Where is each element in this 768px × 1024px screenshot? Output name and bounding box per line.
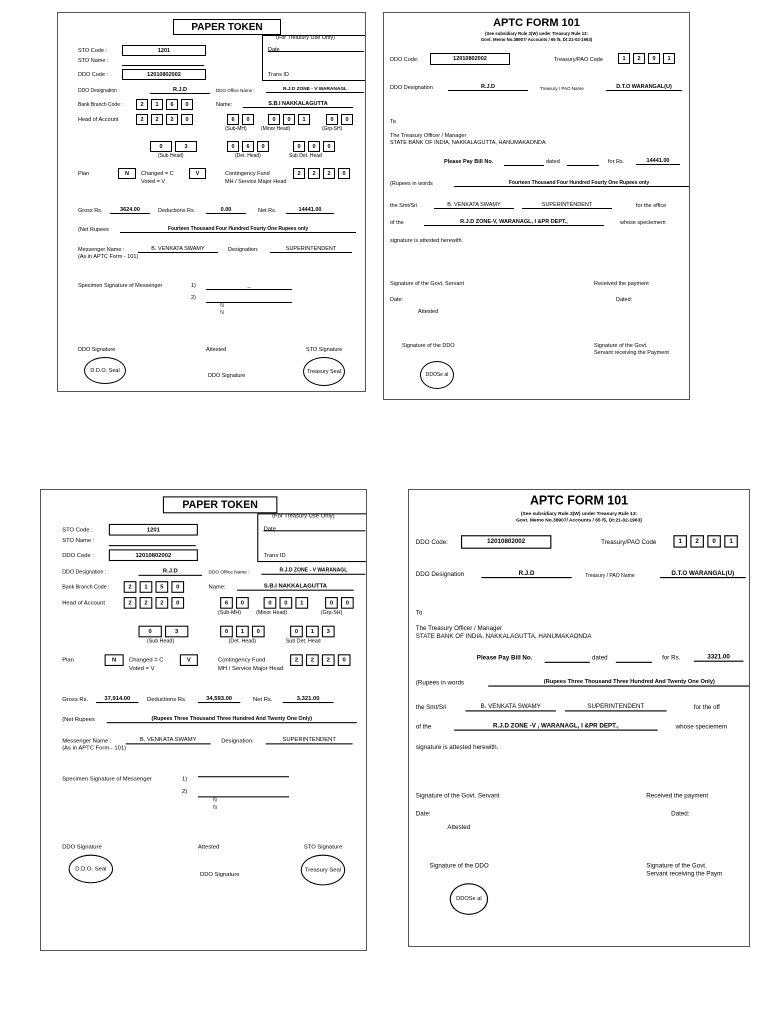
attested-label: Attested: [447, 824, 471, 832]
trans-id-label: Trans ID: [263, 552, 286, 559]
aptc-ref: (As in APTC Form - 101): [62, 745, 127, 752]
subhead-digits: [150, 141, 197, 152]
pao-code-label: Treasury/PAO Code: [601, 539, 657, 547]
submh-label: (Sub-MH): [225, 126, 247, 132]
date-label: Date:: [390, 297, 404, 303]
digit-box: 2: [140, 597, 153, 609]
sig1-number: 1): [181, 776, 188, 783]
submh-label: (Sub-MH): [218, 609, 241, 617]
dethead-digits: [227, 141, 269, 152]
dated-label: dated: [546, 159, 560, 165]
designation-value: SUPERINTENDENT: [266, 737, 353, 744]
ddo-signature-bottom: DDO Signature: [199, 871, 240, 878]
digit-box: 0: [293, 141, 305, 152]
grpsh-digits: [325, 597, 354, 609]
ddo-code-value: 12010802002: [430, 53, 510, 65]
ddo-signature-label: DDO Signature: [62, 844, 102, 851]
smt-value: B. VENKATA SWAMY: [466, 704, 556, 712]
ddo-designation-label: DDO Designation :: [62, 569, 107, 576]
sig-mark-1: \\\: [212, 797, 218, 804]
digit-box: 2: [308, 168, 320, 179]
bank-branch-digits: [136, 99, 193, 110]
ddo-designation-label: DDO Designation :: [78, 88, 120, 94]
ddo-code-label: DDO Code :: [62, 552, 94, 559]
messenger-value: B. VENKATA SWAMY: [138, 246, 218, 253]
digit-box: 2: [690, 535, 704, 547]
bank-name-label: Name:: [216, 102, 233, 108]
digit-box: 0: [268, 114, 280, 125]
ddo-office-label: DDO Office Name :: [216, 88, 255, 93]
plan-value: N: [118, 168, 136, 179]
digit-box: 0: [227, 141, 239, 152]
voted-label: Voted = V: [141, 179, 166, 185]
date-label: Date: [268, 47, 280, 53]
sig2-number: 2): [191, 295, 196, 301]
aptc-title: APTC FORM 101: [529, 494, 629, 509]
ddo-seal: DDOSe al: [450, 883, 488, 915]
digit-box: 0: [326, 114, 338, 125]
trans-id-label: Trans ID: [268, 72, 289, 78]
aptc-form-101: [383, 12, 690, 400]
sig-recv-line2: Servant receiving the Payment: [594, 350, 669, 356]
for-rs-label: for Rs.: [608, 159, 625, 165]
digit-box: 1: [724, 535, 738, 547]
deductions-label: Deductions Rs.: [147, 696, 187, 704]
specimen-tail: whose speciemem: [675, 723, 728, 731]
subdet-label: Sub Det. Head: [285, 638, 321, 645]
gross-value: 37,914.00: [96, 696, 138, 703]
gross-label: Gross Rs.: [78, 208, 103, 214]
sto-code-label: STO Code :: [62, 527, 93, 534]
ddo-designation-value: R.J.D: [139, 568, 203, 575]
net-label: Net Rs.: [258, 208, 277, 214]
bank-branch-label: Bank Branch Code :: [62, 584, 110, 591]
net-value: 3,321.00: [283, 696, 334, 703]
ddo-designation-value: R.J.D: [448, 84, 528, 91]
ddo-signature-bottom: DDO Signature: [208, 373, 246, 379]
aptc-title: APTC FORM 101: [493, 17, 580, 29]
contingency-label: Contingency Fund: [218, 657, 266, 664]
sto-signature-label: STO Signature: [303, 844, 343, 851]
sig-recv-line2: Servant receiving the Paym: [646, 870, 723, 878]
digit-box: 0: [252, 626, 265, 638]
digit-box: 1: [295, 597, 308, 609]
office-tail: for the office: [636, 203, 667, 209]
sto-code-label: STO Code :: [78, 48, 107, 54]
sig-recv-line1: Signature of the Govt.: [594, 343, 648, 349]
pao-name-value: D.T.O WARANGAL(U): [660, 570, 746, 578]
treasury-use-label: (For Treasury Use Only): [276, 35, 335, 41]
ddo-seal: DDOSe al: [420, 361, 454, 389]
pao-code-digits: [673, 535, 737, 547]
of-the-label: of the: [390, 220, 404, 226]
ddo-code-value: 12010802002: [109, 549, 198, 561]
dethead-label: (Det. Head): [228, 638, 257, 645]
digit-box: 0: [341, 114, 353, 125]
sto-name-label: STO Name :: [62, 537, 95, 545]
pao-name-value: D.T.O WARANGAL(U): [606, 84, 682, 91]
minor-digits: [264, 597, 309, 609]
contingency-label: Contingency Fund: [225, 171, 270, 177]
smt-designation: SUPERINTENDENT: [522, 202, 612, 209]
sig-ddo: Signature of the DDO: [429, 862, 489, 870]
pao-name-label: Treasury / PAO Name: [540, 86, 584, 91]
of-the-label: of the: [415, 723, 432, 731]
sto-name-label: STO Name :: [78, 58, 109, 64]
digit-box: 0: [242, 114, 254, 125]
gross-value: 3624.00: [110, 207, 150, 214]
paper-token-form: [40, 489, 367, 951]
designation-label: Designation:: [221, 738, 254, 745]
grpsh-digits: [326, 114, 353, 125]
subdet-digits: [293, 141, 335, 152]
digit-box: 1: [236, 626, 249, 638]
grpsh-label: (Grp-SH): [322, 126, 343, 132]
sig-ddo: Signature of the DDO: [402, 343, 455, 349]
ddo-designation-label: DDO Designation: [390, 85, 433, 91]
amount-value: 3321.00: [694, 654, 744, 662]
grpsh-label: (Grp-SH): [320, 609, 343, 617]
plan-label: Plan: [78, 171, 90, 177]
token-title: PAPER TOKEN: [173, 19, 281, 35]
smt-label: the Smt/Sri: [390, 203, 418, 209]
sig2-number: 2): [181, 788, 188, 796]
net-rupees-value: (Rupees Three Thousand Three Hundred And Twenty One Only): [107, 716, 357, 723]
deductions-value: 34,593.00: [198, 696, 240, 703]
digit-box: 0: [264, 597, 277, 609]
specimen-label: Specimen Signature of Messenger: [78, 283, 163, 289]
aptc-subtitle-1: (See subsidiary Rule 2(W) under Treasury Rule 13:: [485, 31, 588, 36]
minor-label: (Minor Head): [256, 609, 288, 617]
to-label: To: [390, 119, 396, 125]
digit-box: 6: [242, 141, 254, 152]
digit-box: 0: [181, 99, 193, 110]
mh-label: MH / Service Major Head: [225, 179, 287, 185]
net-rupees-label: (Net Rupees: [78, 227, 109, 233]
ddo-designation-value: R.J.D: [481, 570, 571, 578]
digit-box: 0: [257, 141, 269, 152]
contingency-digits: [293, 168, 350, 179]
office-tail: for the off: [693, 704, 720, 712]
digit-box: 6: [166, 99, 178, 110]
attested-label: Attested: [197, 844, 220, 851]
digit-box: 5: [155, 581, 168, 593]
net-rupees-value: Fourteen Thousand Four Hundred Fourty One Rupees only: [120, 226, 356, 233]
received-payment: Received the payment: [594, 281, 649, 287]
digit-box: 1: [663, 53, 675, 64]
officer-label: The Treasury Officer / Manager: [390, 133, 467, 139]
pao-code-label: Treasury/PAO Code: [554, 57, 603, 63]
voted-label: Voted = V: [128, 665, 155, 673]
digit-box: 0: [648, 53, 660, 64]
office-value: R.J.D ZONE -V , WARANAGL, I &PR DEPT.,: [454, 723, 657, 731]
ddo-office-value: R.J.D ZONE - V WARANAGL: [261, 568, 365, 574]
bank-name-value: S.B.I NAKKALAGUTTA: [243, 101, 353, 108]
ddo-seal: D.D.O. Seal: [84, 357, 126, 384]
ddo-code-label: DDO Code:: [390, 57, 419, 63]
head-of-account-label: Head of Account: [62, 600, 105, 607]
digit-box: 2: [322, 654, 335, 666]
changed-value: V: [189, 168, 206, 179]
net-value: 14441.00: [286, 207, 334, 214]
subhead-label: (Sub Head): [147, 638, 175, 645]
head-digits: [136, 114, 193, 125]
pay-bill-label: Please Pay Bill No.: [476, 654, 533, 662]
digit-box: 0: [341, 597, 354, 609]
digit-box: 1: [140, 581, 153, 593]
net-label: Net Rs.: [252, 696, 273, 704]
digit-box: 2: [136, 99, 148, 110]
aptc-subtitle-2: Govt. Memo No.38907/ Accounts / 65 /5, Dt:21-02-1963): [480, 37, 593, 42]
dated-right-label: Dated:: [671, 810, 690, 818]
paper-token-form: [57, 12, 366, 392]
sig-govt-servant: Signature of the Govt. Servant: [390, 281, 464, 287]
dated-right-label: Dated:: [616, 297, 633, 303]
minor-digits: [268, 114, 310, 125]
smt-designation: SUPERINTENDENT: [565, 704, 667, 712]
messenger-label: Messenger Name :: [62, 738, 112, 745]
aptc-ref: (As in APTC Form - 101): [78, 254, 139, 260]
digit-box: 2: [124, 581, 137, 593]
sig-govt-servant: Signature of the Govt. Servant: [415, 792, 500, 800]
attested-label: Attested: [206, 347, 227, 353]
ddo-code-label: DDO Code :: [78, 72, 108, 78]
messenger-value: B. VENKATA SWAMY: [126, 737, 211, 744]
digit-box: 2: [293, 168, 305, 179]
ddo-office-value: R.J.D ZONE - V WARANAGL: [266, 87, 364, 93]
contingency-digits: [290, 654, 350, 666]
submh-digits: [227, 114, 254, 125]
dated-label: dated: [592, 654, 608, 662]
digit-box: 0: [283, 114, 295, 125]
office-value: R.J.D ZONE-V, WARANAGL, I &PR DEPT.,: [424, 219, 604, 226]
digit-box: 0: [171, 581, 184, 593]
digit-box: 2: [155, 597, 168, 609]
digit-box: 2: [151, 114, 163, 125]
subdet-digits: [290, 626, 335, 638]
digit-box: 0: [220, 626, 233, 638]
digit-box: 1: [151, 99, 163, 110]
digit-box: 0: [325, 597, 338, 609]
head-digits: [124, 597, 184, 609]
digit-box: 1: [306, 626, 319, 638]
token-title: PAPER TOKEN: [163, 496, 277, 513]
digit-box: 3: [322, 626, 335, 638]
digit-box: 3: [175, 141, 197, 152]
digit-box: 2: [166, 114, 178, 125]
sig-recv-line1: Signature of the Govt.: [646, 862, 707, 870]
date-label: Date: [263, 526, 276, 533]
digit-box: 2: [136, 114, 148, 125]
digit-box: 1: [618, 53, 630, 64]
mh-label: MH / Service Major Head: [218, 665, 284, 673]
designation-label: Designation:: [228, 247, 259, 253]
smt-value: B. VENKATA SWAMY: [434, 202, 514, 209]
digit-box: 2: [323, 168, 335, 179]
digit-box: 0: [139, 626, 162, 638]
amount-value: 14441.00: [636, 158, 680, 165]
aptc-form-101: [408, 489, 750, 947]
sto-code-value: 1201: [122, 45, 206, 56]
treasury-use-label: (For Treasury Use Only): [272, 513, 335, 520]
bank-name-value: S.B.I NAKKALAGUTTA: [237, 583, 354, 590]
digit-box: 6: [220, 597, 233, 609]
attested-line: signature is attested herewith.: [390, 238, 464, 244]
pao-code-digits: [618, 53, 675, 64]
bank-address: STATE BANK OF INDIA, NAKKALAGUTTA, HANUMAKAONDA: [415, 633, 592, 641]
sto-signature-label: STO Signature: [306, 347, 343, 353]
ddo-code-value: 12010802002: [122, 69, 206, 80]
digit-box: 3: [165, 626, 188, 638]
bank-name-label: Name:: [208, 584, 226, 591]
for-rs-label: for Rs.: [662, 654, 681, 662]
words-value: (Rupees Three Thousand Three Hundred And Twenty One Only): [488, 679, 750, 687]
attested-label: Attested: [418, 309, 439, 315]
ddo-code-value: 12010802002: [461, 535, 551, 549]
head-of-account-label: Head of Account: [78, 117, 119, 123]
digit-box: 6: [227, 114, 239, 125]
digit-box: 0: [338, 168, 350, 179]
digit-box: 0: [280, 597, 293, 609]
submh-digits: [220, 597, 249, 609]
digit-box: 1: [673, 535, 687, 547]
attested-line: signature is attested herewith.: [415, 744, 499, 752]
dethead-digits: [220, 626, 265, 638]
digit-box: 0: [171, 597, 184, 609]
ddo-code-label: DDO Code:: [415, 539, 448, 547]
aptc-subtitle-1: (See subsidiary Rule 2(W) under Treasury Rule 13:: [520, 510, 638, 516]
bank-address: STATE BANK OF INDIA, NAKKALAGUTTA, HANUMAKAONDA: [390, 140, 546, 146]
treasury-seal: Treasury Seal: [303, 357, 345, 386]
smt-label: the Smt/Sri: [415, 704, 447, 712]
sto-code-value: 1201: [109, 524, 198, 536]
specimen-label: Specimen Signature of Messenger: [62, 776, 152, 783]
digit-box: 0: [150, 141, 172, 152]
changed-label: Changed = C: [128, 657, 164, 664]
bank-branch-label: Bank Branch Code :: [78, 102, 123, 108]
changed-label: Changed = C: [141, 171, 174, 177]
digit-box: 0: [308, 141, 320, 152]
sig-mark-2: \\\: [220, 310, 225, 316]
digit-box: 0: [236, 597, 249, 609]
words-value: Fourteen Thousand Four Hundred Fourty One Rupees only: [454, 180, 690, 187]
sig-mark-1: \\\: [220, 303, 225, 309]
messenger-label: Messenger Name :: [78, 247, 125, 253]
digit-box: 2: [290, 654, 303, 666]
digit-box: 2: [633, 53, 645, 64]
sig-mark-2: \\\: [212, 804, 218, 812]
deductions-label: Deductions Rs.: [158, 208, 196, 214]
ddo-designation-value: R.J.D: [150, 87, 210, 94]
subdet-label: Sub Det. Head: [289, 153, 322, 159]
treasury-seal: Treasury Seal: [301, 855, 346, 886]
ddo-signature-label: DDO Signature: [78, 347, 116, 353]
officer-label: The Treasury Officer / Manager: [415, 625, 503, 633]
bank-branch-digits: [124, 581, 184, 593]
dethead-label: (Det. Head): [235, 153, 261, 159]
net-rupees-label: (Net Rupees: [62, 716, 95, 724]
digit-box: 0: [181, 114, 193, 125]
digit-box: 2: [306, 654, 319, 666]
digit-box: 0: [323, 141, 335, 152]
specimen-tail: whose speciemem: [620, 220, 666, 226]
ddo-designation-label: DDO Designation: [415, 571, 465, 579]
pao-name-label: Treasury / PAO Name: [585, 572, 635, 579]
sig1-line: [198, 776, 289, 777]
digit-box: 0: [338, 654, 351, 666]
digit-box: 0: [707, 535, 721, 547]
deductions-value: 0.00: [206, 207, 246, 214]
sig2-line: [198, 790, 289, 797]
sig1-line: _: [206, 283, 292, 290]
gross-label: Gross Rs.: [62, 696, 89, 704]
pay-bill-label: Please Pay Bill No.: [444, 159, 494, 165]
changed-value: V: [180, 654, 198, 666]
received-payment: Received the payment: [646, 792, 709, 800]
words-label: (Rupees in words: [390, 181, 433, 187]
subhead-label: (Sub Head): [158, 153, 184, 159]
digit-box: 2: [124, 597, 137, 609]
digit-box: 1: [298, 114, 310, 125]
words-label: (Rupees in words: [415, 679, 465, 687]
plan-value: N: [105, 654, 124, 666]
sig1-number: 1): [191, 283, 196, 289]
ddo-office-label: DDO Office Name :: [208, 569, 250, 575]
sig2-line: [206, 296, 292, 303]
subhead-digits: [139, 626, 189, 638]
ddo-seal: D.D.O. Seal: [69, 855, 114, 884]
minor-label: (Minor Head): [261, 126, 291, 132]
plan-label: Plan: [62, 657, 74, 664]
digit-box: 0: [290, 626, 303, 638]
to-label: To: [415, 609, 423, 617]
designation-value: SUPERINTENDENT: [270, 246, 352, 253]
aptc-subtitle-2: Govt. Memo No.38907/ Accounts / 65 /5, Dt:21-02-1963): [516, 517, 642, 523]
date-label: Date:: [415, 810, 431, 818]
